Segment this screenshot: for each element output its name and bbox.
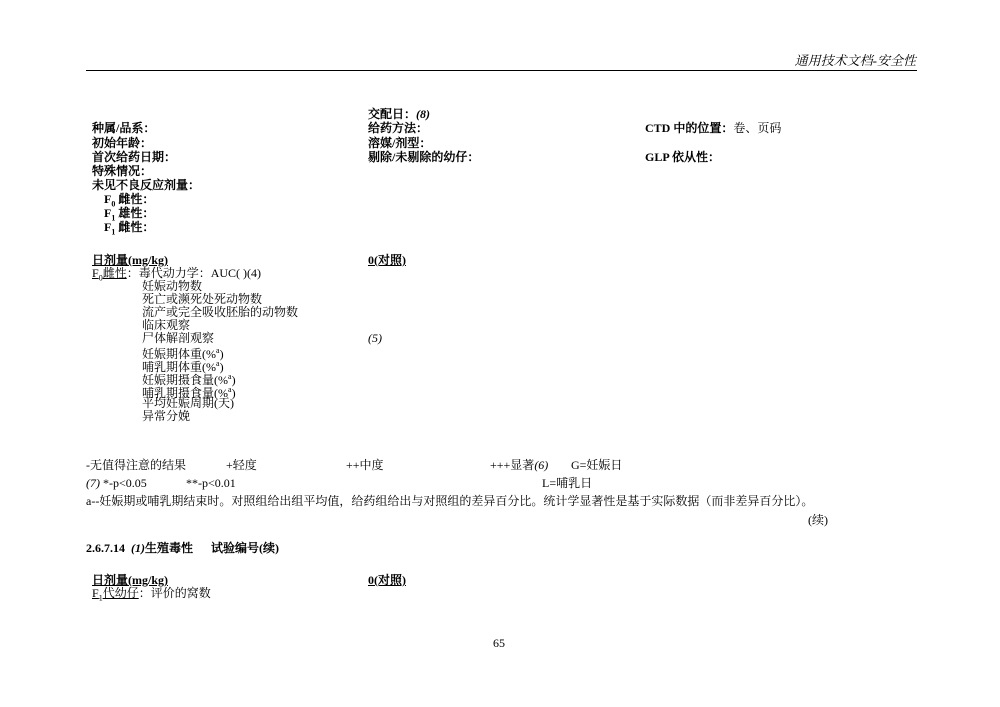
table1-row-parturition: 异常分娩 <box>142 409 191 423</box>
legend-moderate: ++中度 <box>346 458 384 472</box>
table1-group-f: F <box>92 266 99 280</box>
table1-control-header: 0(对照) <box>368 253 406 267</box>
special-label: 特殊情况： <box>92 164 153 178</box>
table1-row-abortion: 流产或完全吸收胚胎的动物数 <box>142 305 299 319</box>
table1-row-gest-bw: 妊娠期体重(%$^a$) <box>142 346 224 361</box>
table1-row-gest-length: 平均妊娠周期(天) <box>142 396 234 410</box>
legend-note7: (7) <box>86 476 100 490</box>
table2-group-label <box>92 586 211 605</box>
table2-control-header: 0(对照) <box>368 573 406 587</box>
legend-marked-text: +++显著 <box>490 458 535 472</box>
noael-f1m-f: F <box>104 206 112 220</box>
table1-row-lact-bw: 哺乳期体重(%$^a$) <box>142 359 224 374</box>
section-num-note: (1) <box>131 541 145 555</box>
vehicle-label: 溶媒/剂型： <box>368 136 432 150</box>
initial-age-label: 初始年龄： <box>92 136 153 150</box>
table1-dose-header: 日剂量(mg/kg) <box>92 253 168 267</box>
section-study-no: 试验编号(续) <box>211 541 280 555</box>
noael-f1-female <box>104 220 154 239</box>
table2-group-tail: 代幼仔 <box>102 586 139 600</box>
species-label: 种属/品系： <box>92 121 156 135</box>
table1-group-sub: 0 <box>98 273 103 283</box>
legend-p05-text: *-p<0.05 <box>100 476 147 490</box>
section-number: 2.6.7.14 <box>86 541 125 555</box>
noael-f1f-f: F <box>104 220 112 234</box>
ctd-label: CTD 中的位置： <box>645 121 734 135</box>
noael-f0-tail: 雌性： <box>115 192 155 206</box>
table1-row-gest-food: 妊娠期摄食量(%$^a$) <box>142 372 236 387</box>
section-title: 生殖毒性 <box>145 541 194 555</box>
first-dose-label: 首次给药日期： <box>92 150 177 164</box>
table1-row-deaths: 死亡或濒死处死动物数 <box>142 292 263 306</box>
table2-group-sep: ： <box>138 586 151 600</box>
table2-row-litters: 评价的窝数 <box>150 586 211 600</box>
noael-f1f-sub: 1 <box>111 227 116 237</box>
table1-group-sep: ： <box>126 266 139 280</box>
culled-label: 剔除/未剔除的幼仔： <box>368 150 480 164</box>
table2-group-sub: 1 <box>98 593 103 603</box>
glp-label: GLP 依从性： <box>645 150 721 164</box>
header-rule <box>86 70 917 71</box>
table1-necropsy-note: (5) <box>368 331 382 345</box>
ctd-value: 卷、页码 <box>733 121 782 135</box>
legend-p05 <box>86 476 147 490</box>
document-header-title: 通用技术文档-安全性 <box>794 53 916 68</box>
table1-row-necropsy: 尸体解剖观察 <box>142 331 215 345</box>
table1-row-pregnant: 妊娠动物数 <box>142 279 203 293</box>
ctd-location <box>645 121 781 135</box>
noael-f1m-tail: 雄性： <box>115 206 155 220</box>
legend-lactation-day: L=哺乳日 <box>542 476 593 490</box>
legend-no-remarkable: -无值得注意的结果 <box>86 458 186 472</box>
section-heading <box>86 541 279 555</box>
table1-group-tail: 雌性 <box>102 266 127 280</box>
noael-f1f-tail: 雌性： <box>115 220 155 234</box>
page-number: 65 <box>493 636 505 650</box>
mating-day-value: (8) <box>416 107 431 121</box>
mating-day-label: 交配日： <box>368 107 417 121</box>
table2-group-f: F <box>92 586 99 600</box>
noael-label: 未见不良反应剂量： <box>92 178 201 192</box>
legend-mild: +轻度 <box>226 458 257 472</box>
table2-dose-header: 日剂量(mg/kg) <box>92 573 168 587</box>
mating-day <box>368 107 430 121</box>
footnote-a: a--妊娠期或哺乳期结束时。对照组给出组平均值，给药组给出与对照组的差异百分比。统计学显著性是基于实际数据（而非差异百分比）。 <box>86 494 814 508</box>
legend-marked-note: (6) <box>534 458 549 472</box>
table1-row-tk: 毒代动力学：AUC( )(4) <box>138 266 262 280</box>
table1-row-lact-food: 哺乳期摄食量(%$^a$) <box>142 385 236 400</box>
table1-row-clinical: 临床观察 <box>142 318 191 332</box>
route-label: 给药方法： <box>368 121 429 135</box>
legend-p01: **-p<0.01 <box>186 476 236 490</box>
legend-gestation-day: G=妊娠日 <box>571 458 623 472</box>
continued-label: (续) <box>808 513 828 527</box>
legend-marked <box>490 458 548 472</box>
noael-f1m-sub: 1 <box>111 213 116 223</box>
noael-f0-sub: 0 <box>111 199 116 209</box>
noael-f0-f: F <box>104 192 112 206</box>
